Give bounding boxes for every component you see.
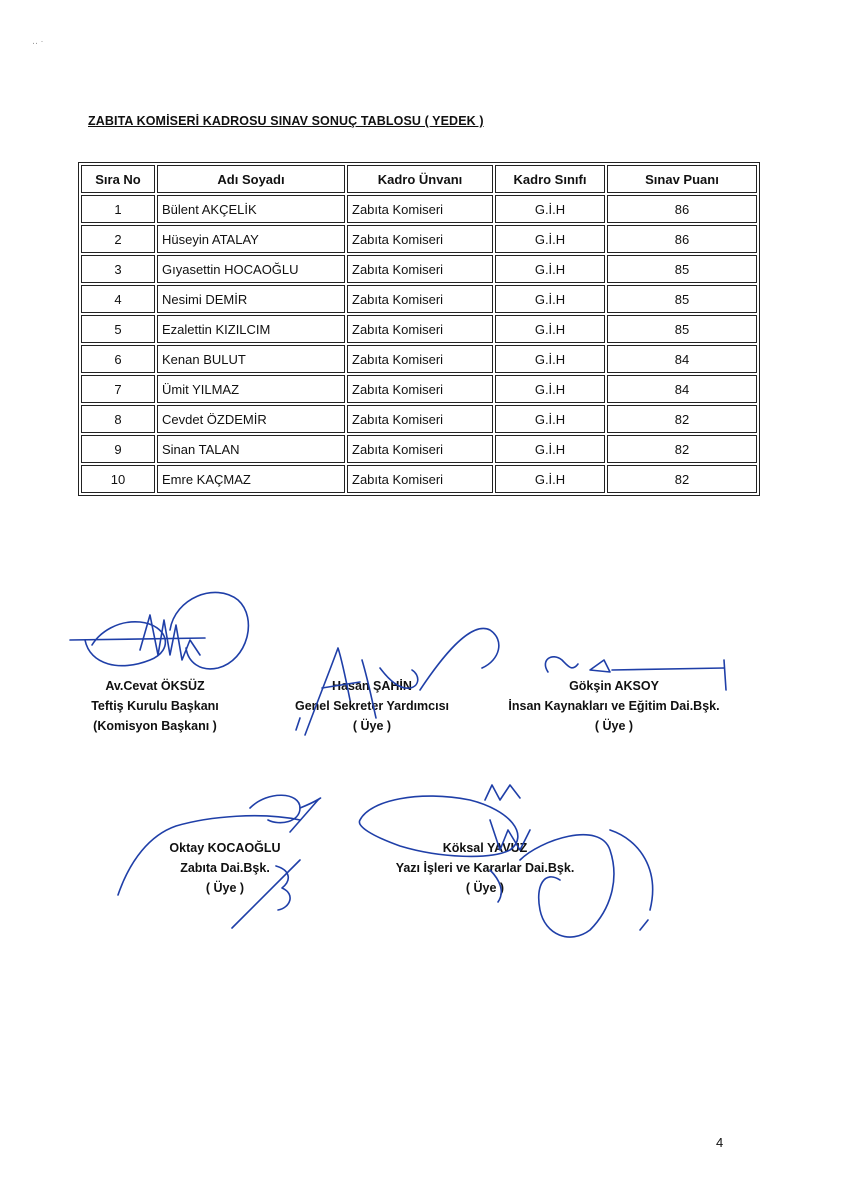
table-row bbox=[81, 465, 757, 493]
cell-class: G.İ.H bbox=[495, 375, 605, 403]
page-number: 4 bbox=[716, 1135, 724, 1150]
header-title: Kadro Ünvanı bbox=[347, 165, 493, 193]
cell-score: 82 bbox=[607, 435, 757, 463]
cell-title: Zabıta Komiseri bbox=[347, 195, 493, 223]
cell-title: Zabıta Komiseri bbox=[347, 465, 493, 493]
cell-no: 1 bbox=[81, 195, 155, 223]
table-row bbox=[81, 375, 757, 403]
header-score: Sınav Puanı bbox=[607, 165, 757, 193]
cell-name: Ezalettin KIZILCIM bbox=[157, 315, 345, 343]
cell-name: Bülent AKÇELİK bbox=[157, 195, 345, 223]
header-class: Kadro Sınıfı bbox=[495, 165, 605, 193]
signatory-membership: (Komisyon Başkanı ) bbox=[93, 719, 217, 733]
table-header-row bbox=[81, 165, 757, 193]
table-row bbox=[81, 255, 757, 283]
signatory-block-hr bbox=[498, 676, 730, 736]
cell-title: Zabıta Komiseri bbox=[347, 255, 493, 283]
cell-score: 82 bbox=[607, 465, 757, 493]
cell-name: Sinan TALAN bbox=[157, 435, 345, 463]
signatory-role: Zabıta Dai.Bşk. bbox=[180, 861, 270, 875]
signatory-role: Yazı İşleri ve Kararlar Dai.Bşk. bbox=[395, 861, 575, 875]
cell-no: 5 bbox=[81, 315, 155, 343]
cell-no: 4 bbox=[81, 285, 155, 313]
cell-score: 82 bbox=[607, 405, 757, 433]
cell-score: 85 bbox=[607, 285, 757, 313]
cell-score: 86 bbox=[607, 195, 757, 223]
cell-name: Hüseyin ATALAY bbox=[157, 225, 345, 253]
cell-name: Gıyasettin HOCAOĞLU bbox=[157, 255, 345, 283]
signatory-role: Teftiş Kurulu Başkanı bbox=[91, 699, 219, 713]
cell-name: Ümit YILMAZ bbox=[157, 375, 345, 403]
cell-class: G.İ.H bbox=[495, 285, 605, 313]
table-row bbox=[81, 405, 757, 433]
signatory-block-clerk bbox=[380, 838, 590, 898]
signatory-membership: ( Üye ) bbox=[594, 719, 634, 733]
signatory-membership: ( Üye ) bbox=[352, 719, 392, 733]
cell-title: Zabıta Komiseri bbox=[347, 315, 493, 343]
document-title: ZABITA KOMİSERİ KADROSU SINAV SONUÇ TABLOSU ( YEDEK ) bbox=[88, 114, 484, 128]
cell-no: 9 bbox=[81, 435, 155, 463]
header-name: Adı Soyadı bbox=[157, 165, 345, 193]
cell-class: G.İ.H bbox=[495, 255, 605, 283]
signatory-role: İnsan Kaynakları ve Eğitim Dai.Bşk. bbox=[508, 699, 720, 713]
cell-class: G.İ.H bbox=[495, 405, 605, 433]
scan-artifact: ‥ · bbox=[32, 36, 44, 46]
signatory-membership: ( Üye ) bbox=[465, 881, 505, 895]
signatory-name: Av.Cevat ÖKSÜZ bbox=[105, 679, 205, 693]
cell-no: 8 bbox=[81, 405, 155, 433]
results-table bbox=[78, 162, 760, 496]
cell-name: Nesimi DEMİR bbox=[157, 285, 345, 313]
cell-title: Zabıta Komiseri bbox=[347, 225, 493, 253]
signature-chair-icon bbox=[70, 592, 248, 668]
signatory-name: Köksal YAVUZ bbox=[442, 841, 528, 855]
cell-class: G.İ.H bbox=[495, 345, 605, 373]
cell-no: 10 bbox=[81, 465, 155, 493]
cell-class: G.İ.H bbox=[495, 195, 605, 223]
table-row bbox=[81, 435, 757, 463]
cell-score: 85 bbox=[607, 255, 757, 283]
signatory-membership: ( Üye ) bbox=[205, 881, 245, 895]
cell-class: G.İ.H bbox=[495, 465, 605, 493]
cell-class: G.İ.H bbox=[495, 435, 605, 463]
cell-no: 3 bbox=[81, 255, 155, 283]
cell-no: 2 bbox=[81, 225, 155, 253]
table-row bbox=[81, 285, 757, 313]
cell-score: 84 bbox=[607, 375, 757, 403]
cell-title: Zabıta Komiseri bbox=[347, 345, 493, 373]
cell-name: Cevdet ÖZDEMİR bbox=[157, 405, 345, 433]
signatory-block-chair bbox=[70, 676, 240, 736]
signatory-name: Oktay KOCAOĞLU bbox=[169, 841, 281, 855]
header-no: Sıra No bbox=[81, 165, 155, 193]
cell-class: G.İ.H bbox=[495, 225, 605, 253]
signatory-block-secretary bbox=[282, 676, 462, 736]
signatory-role: Genel Sekreter Yardımcısı bbox=[294, 699, 450, 713]
cell-title: Zabıta Komiseri bbox=[347, 405, 493, 433]
table-row bbox=[81, 345, 757, 373]
cell-name: Kenan BULUT bbox=[157, 345, 345, 373]
table-row bbox=[81, 225, 757, 253]
cell-score: 85 bbox=[607, 315, 757, 343]
table-row bbox=[81, 315, 757, 343]
cell-title: Zabıta Komiseri bbox=[347, 375, 493, 403]
cell-class: G.İ.H bbox=[495, 315, 605, 343]
cell-score: 86 bbox=[607, 225, 757, 253]
signatory-block-municipal-police bbox=[150, 838, 300, 898]
cell-name: Emre KAÇMAZ bbox=[157, 465, 345, 493]
cell-title: Zabıta Komiseri bbox=[347, 285, 493, 313]
cell-score: 84 bbox=[607, 345, 757, 373]
signatory-name: Hasan ŞAHİN bbox=[332, 679, 412, 693]
table-row bbox=[81, 195, 757, 223]
cell-no: 7 bbox=[81, 375, 155, 403]
cell-title: Zabıta Komiseri bbox=[347, 435, 493, 463]
signatory-name: Gökşin AKSOY bbox=[569, 679, 659, 693]
cell-no: 6 bbox=[81, 345, 155, 373]
